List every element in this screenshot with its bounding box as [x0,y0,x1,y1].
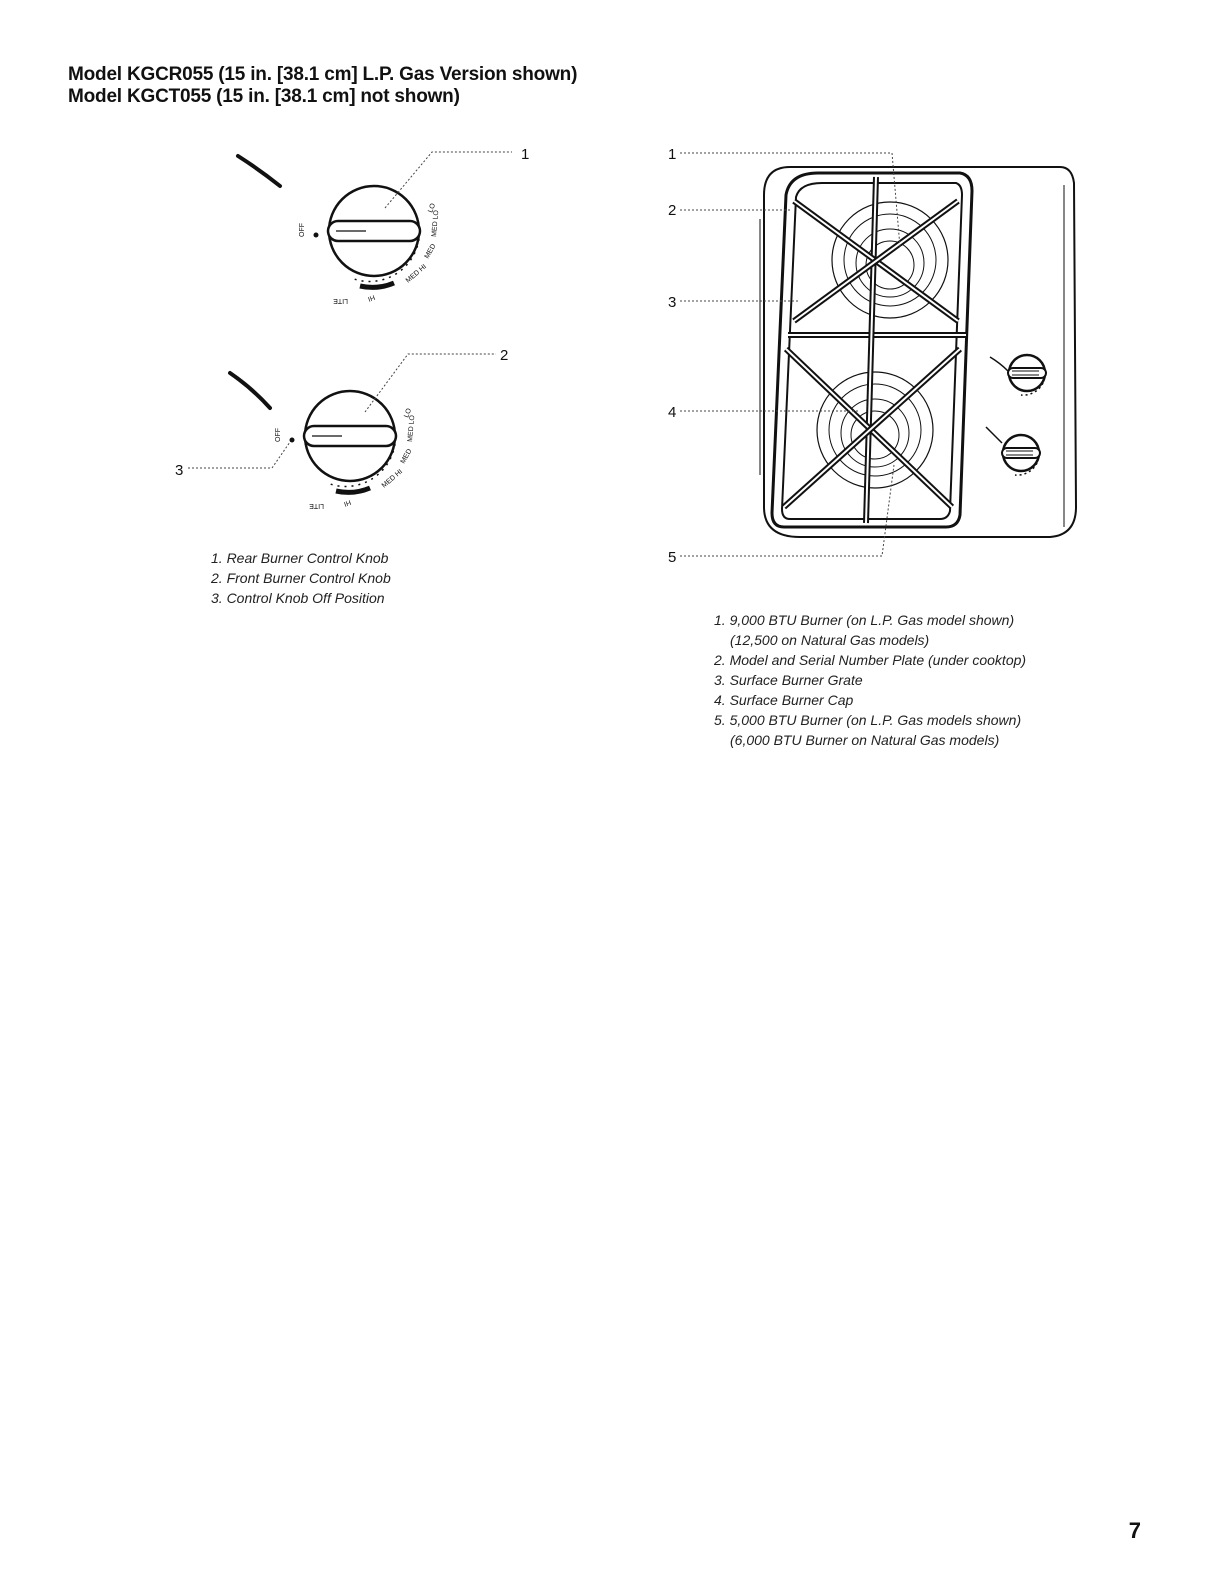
legend-item: 1. Rear Burner Control Knob [211,550,389,566]
dial-label-hi: HI [366,293,376,303]
dial-label-med-lo: MED LO [407,414,417,443]
dial-label-med-hi: MED HI [380,468,405,490]
legend-item: 4. Surface Burner Cap [714,692,854,708]
dial-label-med: MED [399,448,414,465]
dial-label-lo: LO [427,202,438,214]
knob-legend [211,548,391,608]
cooktop-callout-5: 5 [668,549,677,566]
cooktop-callout-1: 1 [668,146,677,163]
legend-item: 1. 9,000 BTU Burner (on L.P. Gas model shown) [714,612,1015,628]
legend-item: 2. Model and Serial Number Plate (under cooktop) [714,652,1027,668]
dial-label-lite: LITE [333,297,348,304]
knob-callout-3: 3 [175,462,184,479]
leader-line-2 [365,354,496,412]
dial-label-off: OFF [299,223,306,237]
knob-callout-1: 1 [521,146,530,163]
knob-figure [160,130,560,530]
heading-line-1: Model KGCR055 (15 in. [38.1 cm] L.P. Gas Version shown) [68,64,578,85]
cooktop-callout-4: 4 [668,404,677,421]
legend-item: 3. Surface Burner Grate [714,672,863,688]
cooktop-figure [660,135,1100,575]
dial-label-lite: LITE [309,502,324,509]
rotation-arrow-rear [238,156,280,186]
page-heading [68,64,577,108]
cooktop-callout-2: 2 [668,202,677,219]
dial-label-med-lo: MED LO [431,209,441,238]
knob-callout-2: 2 [500,347,509,364]
dial-label-off: OFF [275,428,282,442]
cooktop-callout-3: 3 [668,294,677,311]
legend-item: 5. 5,000 BTU Burner (on L.P. Gas models shown) [714,712,1022,728]
dial-label-med-hi: MED HI [404,263,429,285]
page-number: 7 [1128,1518,1141,1543]
leader-line-3 [188,442,290,468]
legend-item-continued: (12,500 on Natural Gas models) [730,632,930,648]
front-burner-knob [275,391,416,509]
rotation-arrow-front [230,373,270,408]
heading-line-2: Model KGCT055 (15 in. [38.1 cm] not shown) [68,86,460,107]
cooktop-legend [714,610,1026,750]
legend-item-continued: (6,000 BTU Burner on Natural Gas models) [730,732,1000,748]
dial-label-lo: LO [403,407,414,419]
rear-burner-knob [299,186,440,304]
dial-label-med: MED [423,243,438,260]
dial-label-hi: HI [342,498,352,508]
legend-item: 2. Front Burner Control Knob [211,570,391,586]
legend-item: 3. Control Knob Off Position [211,590,385,606]
